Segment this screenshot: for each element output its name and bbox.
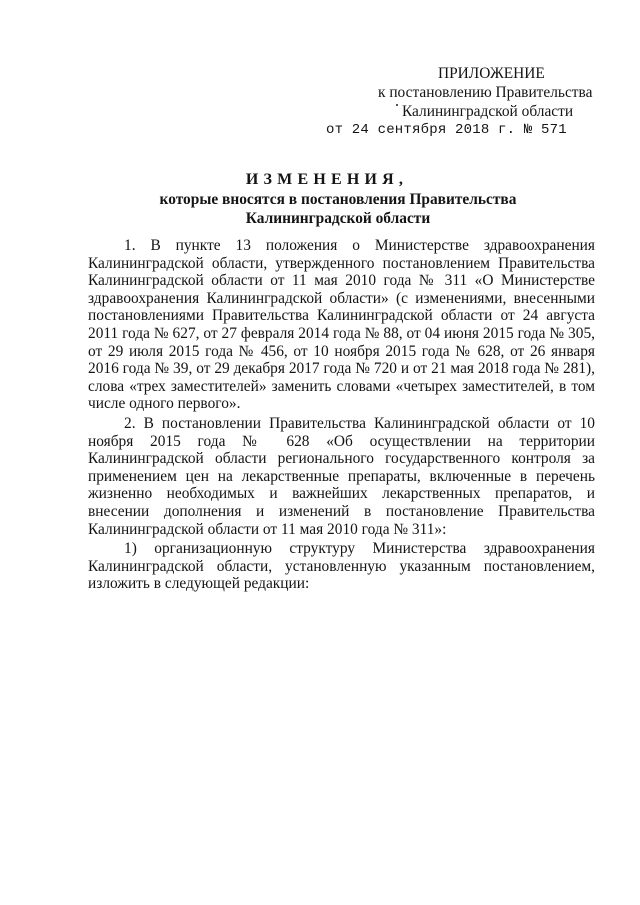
- paragraph-3: 1) организационную структуру Министерства здравоохранения Калининградской области, установленную указанным постановлением, изложить в следующей редакции:: [88, 540, 595, 593]
- appendix-region: Калининградской области: [402, 103, 574, 120]
- paragraph-2: 2. В постановлении Правительства Калининградской области от 10 ноября 2015 года № 628 «Об осуществлении на территории Калининградской области регионального государственного контроля за применением цен на лекарственные препараты, включенные в перечень жизненно необходимых и важнейших лекарственных препаратов, и внесении дополнения и изменений в постановление Правительства Калининградской области от 11 мая 2010 года № 311»:: [88, 414, 595, 538]
- heading-subtitle-line1: которые вносятся в постановления Правительства: [159, 191, 517, 208]
- document-body: [88, 237, 595, 595]
- document-heading: [0, 170, 640, 228]
- appendix-date-number: от 24 сентября 2018 г. № 571: [326, 122, 567, 138]
- heading-title: ИЗМЕНЕНИЯ,: [245, 171, 409, 188]
- appendix-reference: к постановлению Правительства: [378, 84, 593, 101]
- heading-subtitle-line2: Калининградской области: [245, 210, 431, 227]
- paragraph-1: 1. В пункте 13 положения о Министерстве здравоохранения Калининградской области, утвержденного постановлением Правительства Калининградской области от 11 мая 2010 года № 311 «О Министерстве здравоохранения Калининградской области» (с изменениями, внесенными постановлениями Правительства Калининградской области от 24 августа 2011 года № 627, от 27 февраля 2014 года № 88, от 04 июня 2015 года № 305, от 29 июля 2015 года № 456, от 10 ноября 2015 года № 628, от 26 января 2016 года № 39, от 29 декабря 2017 года № 720 и от 21 мая 2018 года № 281), слова «трех заместителей» заменить словами «четырех заместителей, в том числе одного первого».: [88, 237, 595, 413]
- appendix-block: [312, 64, 612, 140]
- appendix-title: ПРИЛОЖЕНИЕ: [438, 65, 545, 82]
